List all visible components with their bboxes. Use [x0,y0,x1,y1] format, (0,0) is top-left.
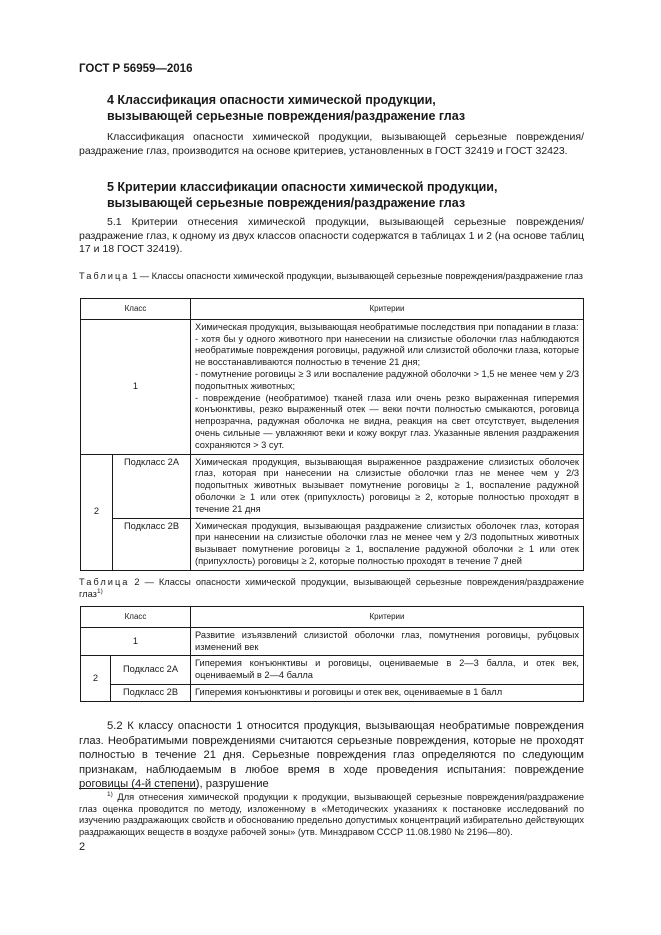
table-2-class-2: 2 [81,656,111,701]
table-row [81,454,584,518]
table-1-header-criteria: Критерии [191,299,584,320]
table-2-criteria-2b: Гиперемия конъюнктивы и роговицы и отек век, оцениваемые в 1 балл [191,684,584,701]
table-row [81,319,584,454]
table-2-subclass-2b: Подкласс 2В [111,684,191,701]
table-2-caption-label: Таблица [79,577,130,587]
table-1-caption [79,270,584,282]
table-row [81,607,584,628]
section-4-text: Классификация опасности химической продукции, вызывающей серьезные повреждения/раздражение глаз, производится на основе критериев, установленных в ГОСТ 32419 и ГОСТ 32423. [79,131,584,157]
table-row [81,684,584,701]
paragraph-5-2: 5.2 К классу опасности 1 относится продукция, вызывающая необратимые повреждения глаз. Необратимыми повреждениями считаются серьезные повреждения, которые не проходят полностью в течение 21 дня. Серьезные повреждения глаз определяются по следующим признакам, наблюдаемым в любое время в ходе проведения испытания: повреждение роговицы (4-й степени), разрушение [79,720,584,790]
footnote-divider [79,788,197,789]
page-number: 2 [79,841,86,853]
table-row [81,299,584,320]
table-1-class-1: 1 [81,319,191,454]
table-1-caption-label: Таблица [79,271,130,281]
table-2-header-class: Класс [81,607,191,628]
table-1-subclass-2a: Подкласс 2А [113,454,191,518]
table-2-header-criteria: Критерии [191,607,584,628]
table-2-criteria-1: Развитие изъязвлений слизистой оболочки глаз, помутнения роговицы, рубцовых изменений век [191,627,584,656]
footnote-text: Для отнесения химической продукции к продукции, вызывающей серьезные повреждения/раздражение глаз оценка проводится по методу, изложенному в «Методических указаниях к постановке исследований по изучению раздражающих свойств и обоснованию предельно допустимых концентраций избирательно действующих раздражающих веществ в воздухе рабочей зоны» (утв. Минздравом СССР 11.08.1980 № 2196—80). [79,792,584,837]
table-1-criteria-2b: Химическая продукция, вызывающая раздражение слизистых оболочек глаз, которая при нанесении на слизистые оболочки глаз не менее чем у 2/3 подопытных животных вызывает помутнение роговицы ≥ 1, воспаление радужной оболочки ≥ 1 или отек (припухлость) роговицы ≥ 2, которые полностью проходят в течение 7 дней [191,518,584,570]
table-1-criteria-2a: Химическая продукция, вызывающая выраженное раздражение слизистых оболочек глаз, которая при нанесении на слизистые оболочки глаз не менее чем у 2/3 подопытных животных вызывает помутнение роговицы ≥ 1, воспаление радужной оболочки ≥ 1 или отек (припухлость) роговицы ≥ 2, которые полностью проходят в течение 21 дня [191,454,584,518]
table-2 [80,606,584,702]
table-2-caption [79,576,584,600]
table-2-criteria-2a: Гиперемия конъюнктивы и роговицы, оцениваемые в 2—3 балла, и отек век, оцениваемый в 2—4 балла [191,656,584,685]
standard-code: ГОСТ Р 56959—2016 [79,63,193,75]
table-2-subclass-2a: Подкласс 2А [111,656,191,685]
footnote [79,792,584,838]
table-1-subclass-2b: Подкласс 2В [113,518,191,570]
table-row [81,627,584,656]
table-1-header-class: Класс [81,299,191,320]
table-row [81,518,584,570]
table-1 [80,298,584,571]
table-2-caption-text: 2 — Классы опасности химической продукции, вызывающей серьезные повреждения/раздражение глаз [79,577,584,599]
table-row [81,656,584,685]
table-2-class-1: 1 [81,627,191,656]
table-1-criteria-1: Химическая продукция, вызывающая необратимые последствия при попадании в глаза: - хотя бы у одного животного при нанесении на слизистые оболочки глаз наблюдаются необратимые повреждения роговицы, радужной или слизистой оболочки глаза, которые не восстанавливаются полностью в течение 21 дня; - помутнение роговицы ≥ 3 или воспаление радужной оболочки > 1,5 не менее чем у 2/3 подопытных животных; - повреждение (необратимое) тканей глаза или очень резко выраженная гиперемия конъюнктивы, резко выраженный отек — веки почти полностью смыкаются, роговица непрозрачна, радужная оболочка не видна, реакция на свет отсутствует, выделения очень сильные — увлажняют веки и кожу вокруг глаз. Указанные явления раздражения сохраняются > 3 сут. [191,319,584,454]
paragraph-5-1: 5.1 Критерии отнесения химической продукции, вызывающей серьезные повреждения/раздражение глаз, к одному из двух классов опасности содержатся в таблицах 1 и 2 (на основе таблиц 17 и 18 ГОСТ 32419). [79,216,584,255]
section-5-heading: 5 Критерии классификации опасности химической продукции, вызывающей серьезные повреждения/раздражение глаз [107,180,498,210]
table-1-caption-text: 1 — Классы опасности химической продукции, вызывающей серьезные повреждения/раздражение глаз [129,271,583,281]
table-2-caption-footnote-ref: 1) [96,588,103,595]
table-1-class-2: 2 [81,454,113,570]
section-4-heading: 4 Классификация опасности химической продукции, вызывающей серьезные повреждения/раздражение глаз [107,93,466,123]
footnote-marker: 1) [107,791,113,798]
